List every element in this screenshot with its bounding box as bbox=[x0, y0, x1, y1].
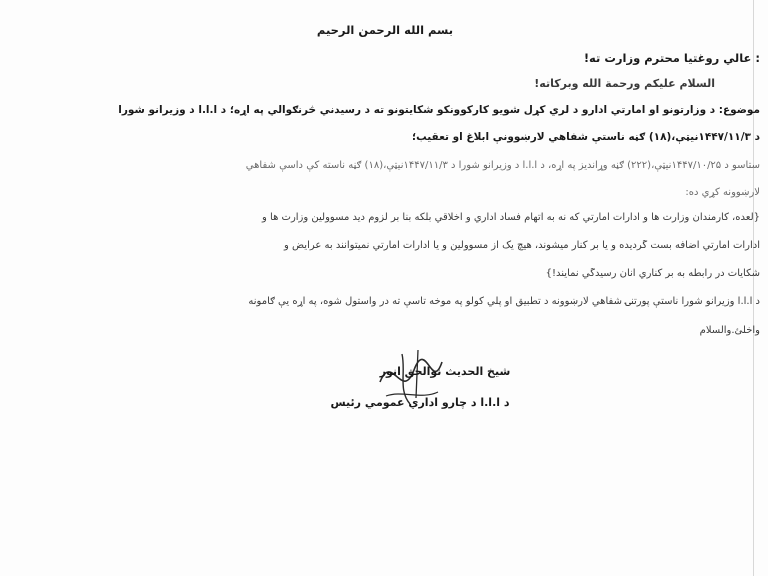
signatory-title: د ا.ا.ا د چارو اداري عمومي رئيس bbox=[330, 396, 510, 409]
body-p3-line-2: واخلئ.والسلام bbox=[699, 325, 760, 336]
body-p2-line-3: شکايات در رابطه به بر کناري آنان رسيدگي نمايند!} bbox=[545, 268, 760, 279]
body-p1-line-2: لارښوونه کړي ده: bbox=[685, 187, 760, 198]
body-p3-line-1: د ا.ا.ا وزيرانو شورا ناستې پورتنۍ شفاهي لارښوونه د تطبيق او پلي کولو په موخه تاسې ته در واستول شوه، په اړه يې ګامونه bbox=[248, 296, 760, 307]
signatory-name: شيخ الحديث نوالحق انور bbox=[379, 365, 511, 378]
addressee: : عالي روغتيا محترم وزارت ته! bbox=[583, 52, 760, 65]
body-p2-line-2: ادارات امارتي اضافه بست گرديده و يا بر کنار ميشوند، هيچ يک از مسوولين و يا ادارات امارتي نميتوانند به عرايض و bbox=[284, 240, 760, 251]
subject-line-1: موضوع: د وزارتونو او امارتي ادارو د لري کړل شويو کارکوونکو شکايتونو ته د رسيدني څرنګوالي په اړه؛ د ا.ا.ا د وزيرانو شورا bbox=[118, 104, 760, 116]
page-edge bbox=[753, 0, 754, 576]
subject-line-2: د ۱۴۴۷/۱۱/۳نيټې،(۱۸) ګڼه ناستې شفاهي لارښوونې ابلاغ او تعقيب؛ bbox=[411, 131, 760, 143]
salutation: السلام عليكم ورحمة الله وبركاته! bbox=[534, 77, 715, 90]
body-p1-line-1: ستاسو د ۱۴۴۷/۱۰/۲۵نيټې،(۲۲۲) ګڼه وړانديز په اړه، د ا.ا.ا د وزيرانو شورا د ۱۴۴۷/۱۱/۳نيټې،(۱۸) ګڼه ناسته کې داسې شفاهي bbox=[245, 160, 760, 171]
bismillah-header: بسم الله الرحمن الرحيم bbox=[316, 24, 454, 37]
body-p2-line-1: {لعده، کارمندان وزارت ها و ادارات امارتي که نه به اتهام فساد اداري و اخلاقي بلکه بنا بر لزوم ديد مسوولين وزارت ها و bbox=[262, 212, 760, 223]
